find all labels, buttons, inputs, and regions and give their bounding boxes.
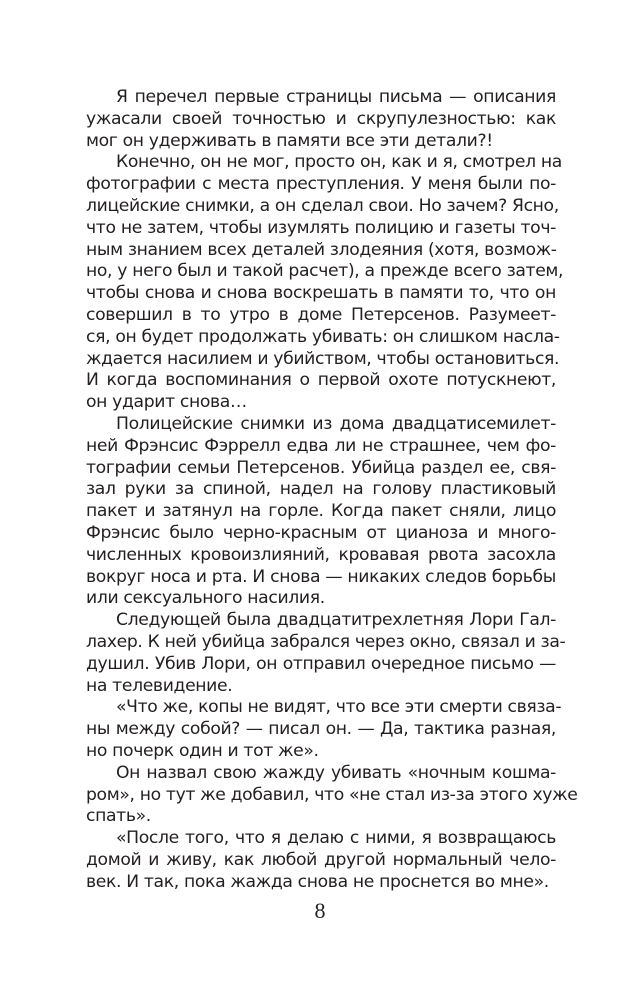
text-line: лицейские снимки, а он сделал свои. Но зачем? Ясно,	[86, 195, 559, 216]
text-line: он ударит снова…	[86, 392, 247, 413]
text-line: Я перечел первые страницы письма — описания	[116, 87, 556, 107]
text-line: «После того, что я делаю с ними, я возвращаюсь	[116, 828, 556, 849]
text-line: Следующей была двадцатитрехлетняя Лори Гал-	[116, 610, 556, 631]
text-line: но, у него был и такой расчет), а прежде всего затем,	[86, 261, 564, 282]
text-line: фотографии с места преступления. У меня были по-	[86, 174, 556, 195]
text-line: мог он удерживать в памяти все эти детали?!	[86, 130, 493, 151]
text-line: Он назвал свою жажду убивать «ночным кошма-	[116, 762, 556, 783]
page-number: 8	[314, 898, 326, 923]
text-line: ся, он будет продолжать убивать: он слишком насла-	[86, 326, 560, 347]
text-line: на телевидение.	[86, 675, 233, 696]
text-line: ным знанием всех деталей злодеяния (хотя, возмож-	[86, 239, 557, 260]
text-line: душил. Убив Лори, он отправил очередное письмо —	[86, 653, 556, 674]
text-line: домой и живу, как любой другой нормальный чело-	[86, 849, 556, 870]
text-line: ны между собой? — писал он. — Да, тактика разная,	[86, 719, 556, 740]
text-line: век. И так, пока жажда снова не проснется во мне».	[86, 871, 549, 892]
text-line: чтобы снова и снова воскрешать в памяти то, что он	[86, 283, 556, 304]
paragraph	[86, 828, 556, 893]
text-line: вокруг носа и рта. И снова — никаких следов борьбы	[86, 566, 556, 587]
paragraph	[86, 87, 556, 152]
text-line: ужасали своей точностью и скрупулезностью: как	[86, 108, 556, 129]
paragraph	[86, 762, 578, 828]
paragraph	[86, 610, 566, 697]
paragraph	[86, 152, 564, 414]
page-body-text	[86, 87, 578, 893]
text-line: пакет и затянул на горле. Когда пакет сняли, лицо	[86, 501, 556, 522]
text-line: но почерк один и тот же».	[86, 740, 319, 761]
text-line: лахер. К ней убийца забрался через окно, связал и за-	[86, 631, 566, 652]
text-line: ром», но тут же добавил, что «не стал из-за этого хуже	[86, 784, 578, 805]
text-line: Фрэнсис было черно-красным от цианоза и много-	[86, 522, 556, 543]
text-line: совершил в то утро в доме Петерсенов. Разумеет-	[86, 304, 556, 325]
paragraph	[86, 414, 556, 610]
text-line: «Что же, копы не видят, что все эти смерти связа-	[116, 697, 562, 718]
text-line: спать».	[86, 806, 151, 827]
text-line: зал руки за спиной, надел на голову пластиковый	[86, 479, 556, 500]
text-line: что не затем, чтобы изумлять полицию и газеты точ-	[86, 217, 556, 238]
text-line: ней Фрэнсис Фэррелл едва ли не страшнее, чем фо-	[86, 435, 556, 456]
text-line: И когда воспоминания о первой охоте потускнеют,	[86, 370, 556, 391]
text-line: тографии семьи Петерсенов. Убийца раздел ее, свя-	[86, 457, 556, 478]
text-line: или сексуального насилия.	[86, 588, 325, 609]
text-line: Конечно, он не мог, просто он, как и я, смотрел на	[116, 152, 562, 173]
text-line: ждается насилием и убийством, чтобы остановиться.	[86, 348, 560, 369]
text-line: Полицейские снимки из дома двадцатисемилет-	[116, 413, 556, 434]
paragraph	[86, 697, 562, 762]
text-line: численных кровоизлияний, кровавая рвота засохла	[86, 544, 556, 565]
